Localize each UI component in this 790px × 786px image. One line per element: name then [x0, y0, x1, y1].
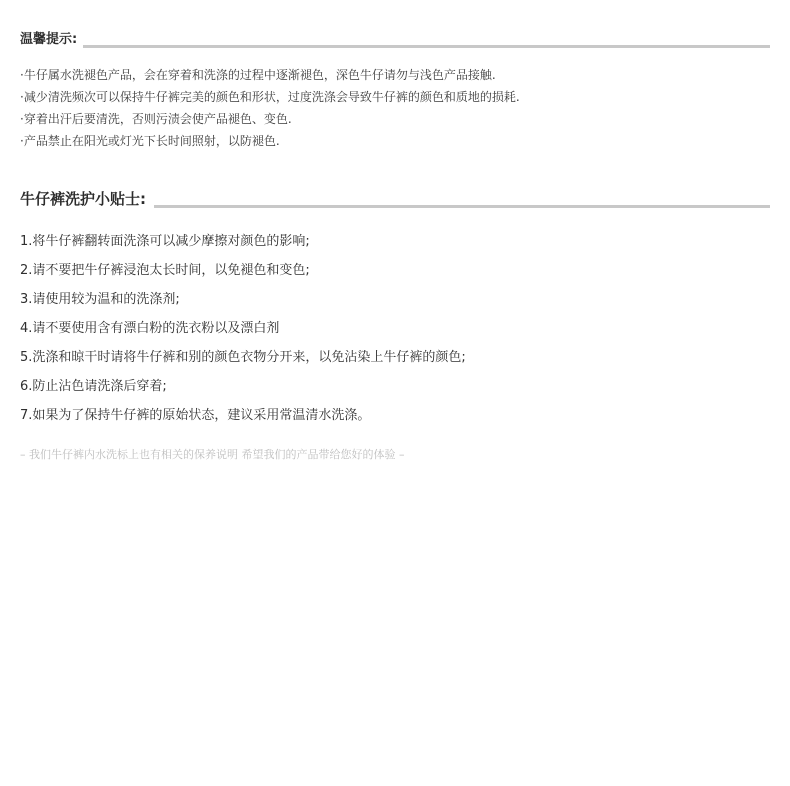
- care-tip-item: 6.防止沾色请洗涤后穿着;: [20, 379, 167, 394]
- care-tips-title-divider: [154, 205, 770, 208]
- care-tip-item: 3.请使用较为温和的洗涤剂;: [20, 292, 180, 307]
- care-tips-title: 牛仔裤洗护小贴士:: [20, 190, 146, 208]
- notice-item: ·减少清洗频次可以保持牛仔裤完美的颜色和形状，过度洗涤会导致牛仔裤的颜色和质地的损耗.: [20, 90, 520, 104]
- notice-title: 温馨提示:: [20, 32, 78, 47]
- care-tips-section-header: [20, 188, 770, 210]
- care-tip-item: 1.将牛仔裤翻转面洗涤可以减少摩擦对颜色的影响;: [20, 234, 310, 249]
- care-tip-item: 5.洗涤和晾干时请将牛仔裤和别的颜色衣物分开来，以免沾染上牛仔裤的颜色;: [20, 350, 466, 365]
- care-tip-item: 4.请不要使用含有漂白粉的洗衣粉以及漂白剂: [20, 321, 280, 336]
- notice-item: ·穿着出汗后要清洗，否则污渍会使产品褪色、变色.: [20, 112, 292, 126]
- notice-item: ·牛仔属水洗褪色产品，会在穿着和洗涤的过程中逐渐褪色，深色牛仔请勿与浅色产品接触.: [20, 68, 496, 82]
- notice-section-header: [20, 31, 770, 49]
- footnote: – 我们牛仔裤内水洗标上也有相关的保养说明 希望我们的产品带给您好的体验 –: [20, 448, 405, 461]
- care-tip-item: 2.请不要把牛仔裤浸泡太长时间，以免褪色和变色;: [20, 263, 310, 278]
- care-tips-list: [20, 227, 770, 430]
- notice-title-divider: [83, 45, 770, 48]
- notice-item: ·产品禁止在阳光或灯光下长时间照射，以防褪色.: [20, 134, 280, 148]
- care-tip-item: 7.如果为了保持牛仔裤的原始状态，建议采用常温清水洗涤。: [20, 408, 371, 423]
- notice-list: [20, 64, 770, 152]
